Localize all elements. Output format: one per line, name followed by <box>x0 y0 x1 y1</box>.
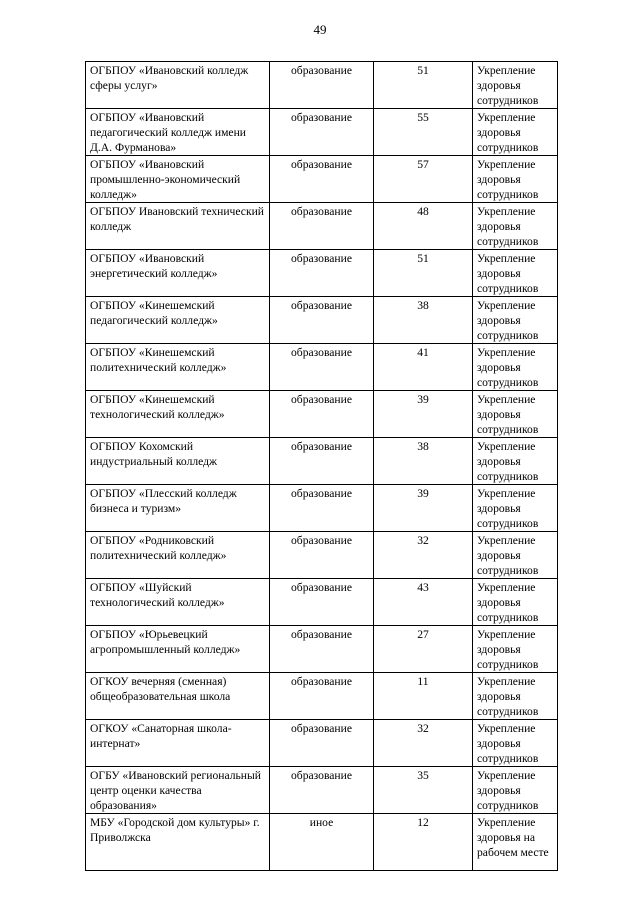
count-cell: 51 <box>374 62 473 109</box>
count-cell: 57 <box>374 156 473 203</box>
category-cell: образование <box>270 250 374 297</box>
purpose-cell: Укрепление здоровья сотрудников <box>473 626 558 673</box>
purpose-cell: Укрепление здоровья сотрудников <box>473 156 558 203</box>
table-row <box>86 344 558 391</box>
purpose-cell: Укрепление здоровья сотрудников <box>473 579 558 626</box>
table-row <box>86 532 558 579</box>
table-row <box>86 156 558 203</box>
count-cell: 41 <box>374 344 473 391</box>
table-row <box>86 814 558 871</box>
category-cell: образование <box>270 673 374 720</box>
count-cell: 51 <box>374 250 473 297</box>
table-row <box>86 579 558 626</box>
purpose-cell: Укрепление здоровья сотрудников <box>473 438 558 485</box>
category-cell: иное <box>270 814 374 871</box>
organization-cell: ОГБПОУ «Родниковский политехнический колледж» <box>86 532 270 579</box>
count-cell: 11 <box>374 673 473 720</box>
table-row <box>86 485 558 532</box>
category-cell: образование <box>270 532 374 579</box>
organization-cell: ОГКОУ «Санаторная школа-интернат» <box>86 720 270 767</box>
table-row <box>86 297 558 344</box>
count-cell: 12 <box>374 814 473 871</box>
purpose-cell: Укрепление здоровья сотрудников <box>473 673 558 720</box>
organization-cell: ОГБПОУ Ивановский технический колледж <box>86 203 270 250</box>
purpose-cell: Укрепление здоровья сотрудников <box>473 767 558 814</box>
count-cell: 38 <box>374 297 473 344</box>
category-cell: образование <box>270 438 374 485</box>
purpose-cell: Укрепление здоровья сотрудников <box>473 250 558 297</box>
page-number: 49 <box>313 22 327 37</box>
count-cell: 39 <box>374 485 473 532</box>
count-cell: 39 <box>374 391 473 438</box>
table-body <box>86 62 558 871</box>
category-cell: образование <box>270 767 374 814</box>
count-cell: 32 <box>374 532 473 579</box>
category-cell: образование <box>270 485 374 532</box>
count-cell: 35 <box>374 767 473 814</box>
purpose-cell: Укрепление здоровья сотрудников <box>473 391 558 438</box>
organization-cell: ОГБУ «Ивановский региональный центр оценки качества образования» <box>86 767 270 814</box>
organization-cell: ОГБПОУ «Плесский колледж бизнеса и туризм» <box>86 485 270 532</box>
table-row <box>86 62 558 109</box>
purpose-cell: Укрепление здоровья сотрудников <box>473 720 558 767</box>
organization-cell: ОГБПОУ «Юрьевецкий агропромышленный колледж» <box>86 626 270 673</box>
organization-cell: ОГБПОУ «Ивановский энергетический колледж» <box>86 250 270 297</box>
category-cell: образование <box>270 579 374 626</box>
purpose-cell: Укрепление здоровья сотрудников <box>473 109 558 156</box>
organization-cell: ОГБПОУ «Кинешемский педагогический колледж» <box>86 297 270 344</box>
category-cell: образование <box>270 297 374 344</box>
table-row <box>86 626 558 673</box>
purpose-cell: Укрепление здоровья сотрудников <box>473 485 558 532</box>
organization-cell: ОГБПОУ «Кинешемский технологический колледж» <box>86 391 270 438</box>
purpose-cell: Укрепление здоровья сотрудников <box>473 62 558 109</box>
organization-cell: ОГБПОУ «Ивановский колледж сферы услуг» <box>86 62 270 109</box>
category-cell: образование <box>270 62 374 109</box>
category-cell: образование <box>270 626 374 673</box>
category-cell: образование <box>270 720 374 767</box>
table-row <box>86 673 558 720</box>
category-cell: образование <box>270 156 374 203</box>
table-row <box>86 391 558 438</box>
count-cell: 43 <box>374 579 473 626</box>
count-cell: 48 <box>374 203 473 250</box>
purpose-cell: Укрепление здоровья сотрудников <box>473 297 558 344</box>
table-row <box>86 720 558 767</box>
purpose-cell: Укрепление здоровья сотрудников <box>473 532 558 579</box>
count-cell: 27 <box>374 626 473 673</box>
organization-cell: ОГБПОУ «Кинешемский политехнический колледж» <box>86 344 270 391</box>
table-row <box>86 250 558 297</box>
count-cell: 32 <box>374 720 473 767</box>
organization-cell: ОГБПОУ «Шуйский технологический колледж» <box>86 579 270 626</box>
category-cell: образование <box>270 344 374 391</box>
organizations-table <box>85 61 558 871</box>
organization-cell: ОГКОУ вечерняя (сменная) общеобразовательная школа <box>86 673 270 720</box>
purpose-cell: Укрепление здоровья на рабочем месте <box>473 814 558 871</box>
organization-cell: ОГБПОУ «Ивановский промышленно-экономический колледж» <box>86 156 270 203</box>
purpose-cell: Укрепление здоровья сотрудников <box>473 344 558 391</box>
table-row <box>86 203 558 250</box>
organization-cell: МБУ «Городской дом культуры» г. Приволжска <box>86 814 270 871</box>
category-cell: образование <box>270 391 374 438</box>
purpose-cell: Укрепление здоровья сотрудников <box>473 203 558 250</box>
count-cell: 55 <box>374 109 473 156</box>
count-cell: 38 <box>374 438 473 485</box>
table-row <box>86 438 558 485</box>
organization-cell: ОГБПОУ «Ивановский педагогический колледж имени Д.А. Фурманова» <box>86 109 270 156</box>
table-row <box>86 767 558 814</box>
table-row <box>86 109 558 156</box>
category-cell: образование <box>270 203 374 250</box>
organization-cell: ОГБПОУ Кохомский индустриальный колледж <box>86 438 270 485</box>
category-cell: образование <box>270 109 374 156</box>
